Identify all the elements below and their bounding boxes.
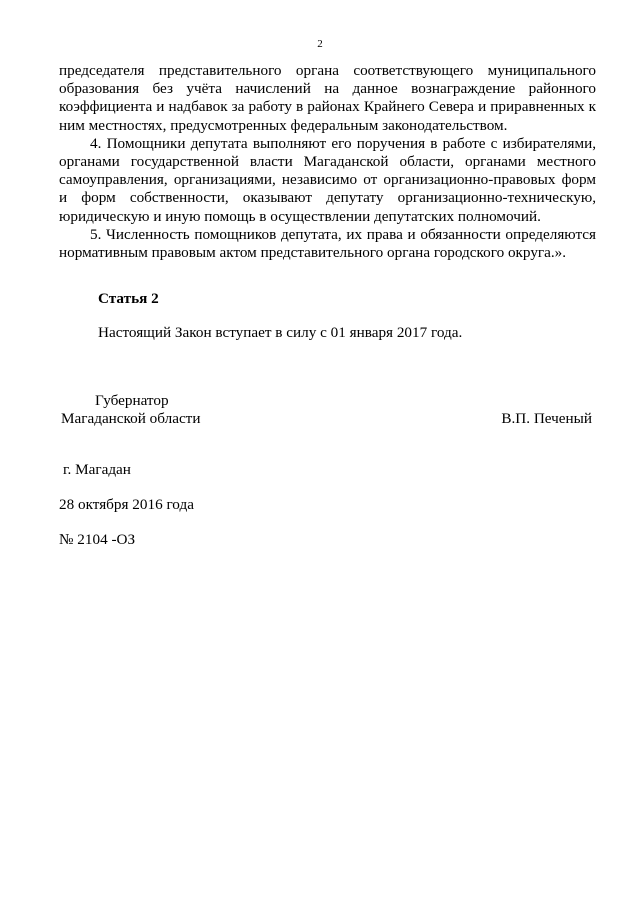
- signing-city: г. Магадан: [63, 461, 131, 478]
- signing-date: 28 октября 2016 года: [59, 496, 194, 513]
- article-heading: Статья 2: [98, 290, 159, 307]
- signatory-title: Губернатор: [95, 392, 169, 409]
- paragraph-5: 5. Численность помощников депутата, их права и обязанности определяются нормативным правовым актом представительного органа городского округа.».: [59, 225, 596, 262]
- law-number: № 2104 -ОЗ: [59, 531, 136, 548]
- article-text: Настоящий Закон вступает в силу с 01 января 2017 года.: [98, 324, 463, 341]
- page-number: 2: [317, 38, 323, 50]
- signatory-name: В.П. Печеный: [501, 410, 592, 427]
- paragraph-4: 4. Помощники депутата выполняют его поручения в работе с избирателями, органами государственной власти Магаданской области, органами местного самоуправления, организациями, независимо от организационно-правовых форм и форм собственности, оказывают депутату организационно-техническую, юридическую и иную помощь в осуществлении депутатских полномочий.: [59, 134, 596, 225]
- signatory-region: Магаданской области: [61, 410, 201, 427]
- law-body-text: [59, 62, 596, 262]
- paragraph-continuation: председателя представительного органа соответствующего муниципального образования без учёта начислений на данное вознаграждение районного коэффициента и надбавок за работу в районах Крайнего Севера и приравненных к ним местностях, предусмотренных федеральным законодательством.: [59, 62, 596, 134]
